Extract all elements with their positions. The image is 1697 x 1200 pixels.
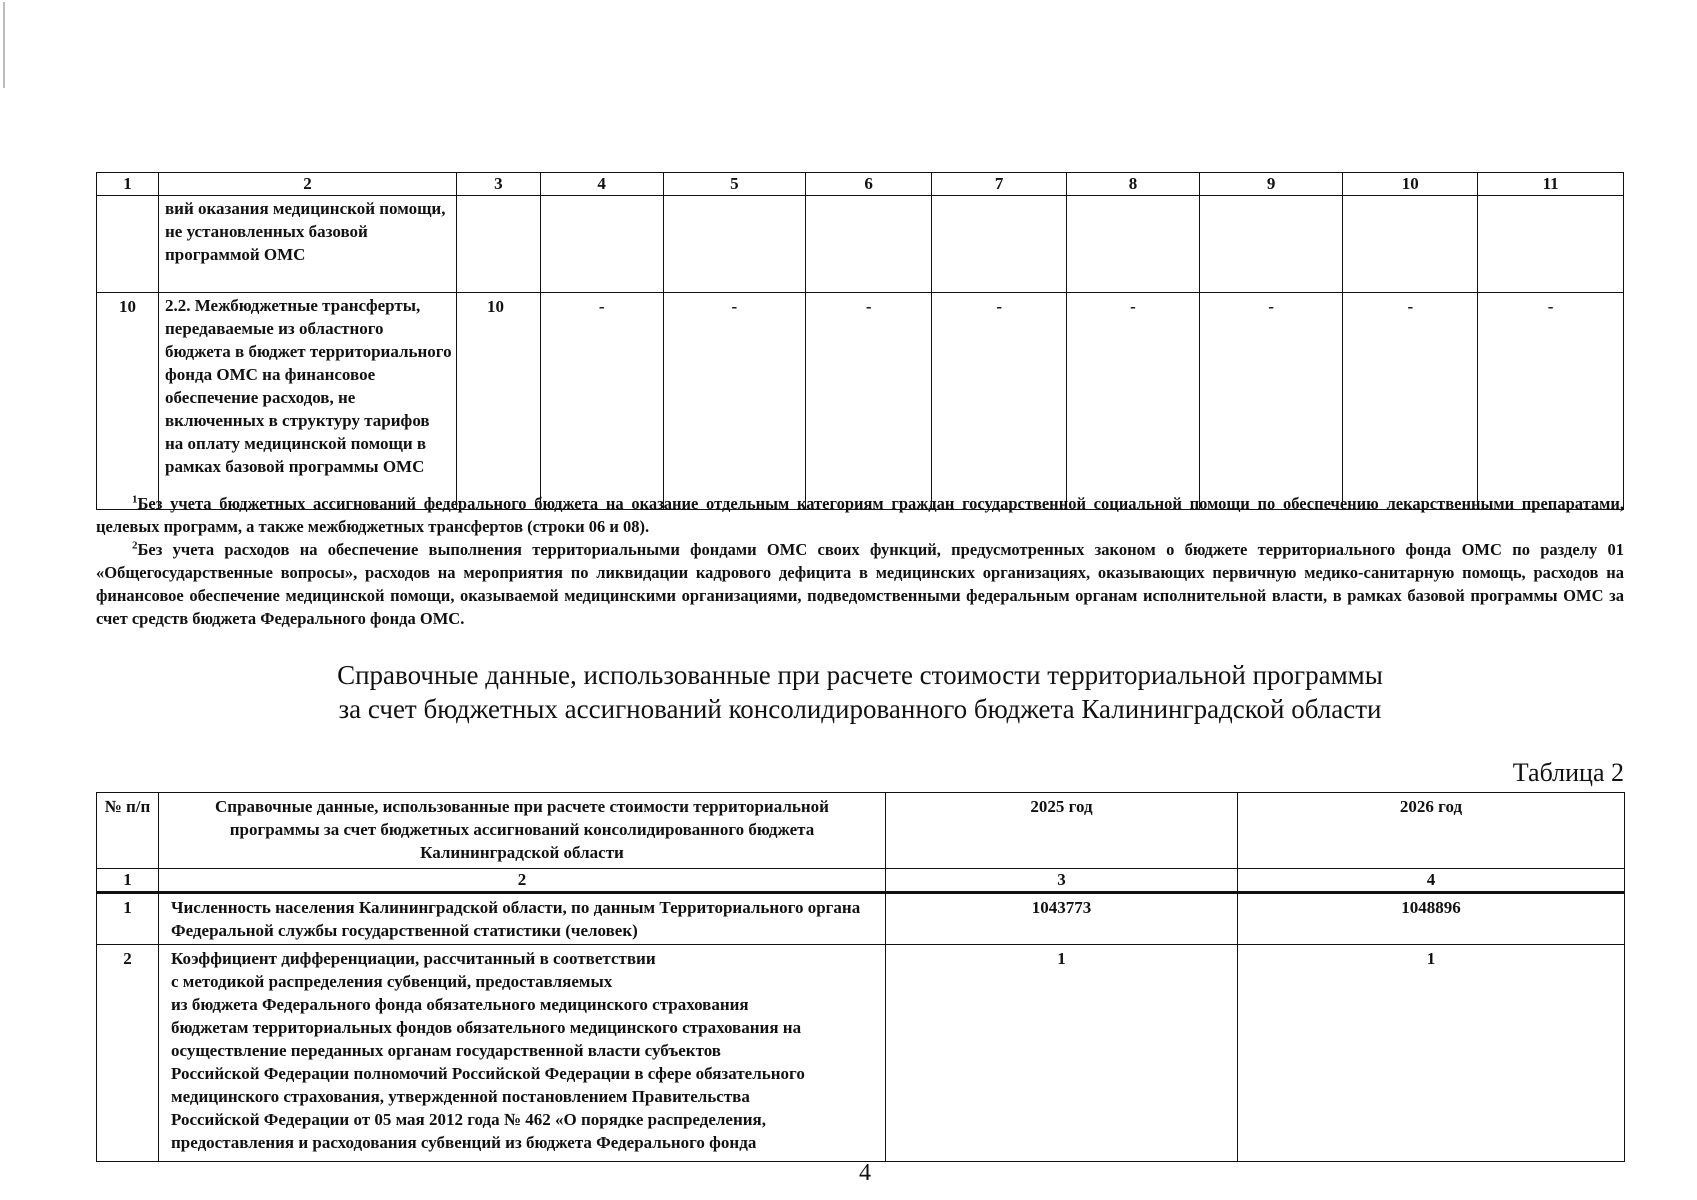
header-year-2026: 2026 год bbox=[1238, 793, 1625, 869]
table-cell bbox=[1478, 196, 1624, 293]
page-number: 4 bbox=[859, 1160, 871, 1186]
text-line: из бюджета Федерального фонда обязательного медицинского страхования bbox=[171, 995, 749, 1014]
table-cell bbox=[806, 196, 932, 293]
value-2025: 1043773 bbox=[886, 893, 1238, 945]
table-cell bbox=[540, 196, 663, 293]
heading-line: за счет бюджетных ассигнований консолидированного бюджета Калининградской области bbox=[338, 694, 1382, 724]
text-line: Российской Федерации от 05 мая 2012 года № 462 «О порядке распределения, bbox=[171, 1110, 767, 1129]
col-index: 2 bbox=[158, 173, 456, 196]
table-cell: - bbox=[663, 293, 805, 510]
footnote-text: Без учета бюджетных ассигнований федерального бюджета на оказание отдельным категориям граждан государственной социальной помощи по обеспечению лекарственными препаратами, целевых программ, а также межбюджетных трансфертов (строки 06 и 08). bbox=[96, 494, 1624, 536]
footnote-text: Без учета расходов на обеспечение выполнения территориальными фондами ОМС своих функций, предусмотренных законом о бюджете территориального фонда ОМС по разделу 01 «Общегосударственные вопросы», расходов на мероприятия по ликвидации кадрового дефицита в медицинских организациях, оказывающих первичную медико-санитарную помощь, расходов на финансовое обеспечение медицинской помощи, оказываемой медицинскими организациями, подведомственными федеральным органам исполнительной власти, в рамках базовой программы ОМС за счет средств бюджета Федерального фонда ОМС. bbox=[96, 540, 1624, 628]
table-cell: - bbox=[932, 293, 1067, 510]
row-code bbox=[456, 196, 540, 293]
col-index: 10 bbox=[1343, 173, 1478, 196]
row-description: вий оказания медицинской помощи, не установленных базовой программой ОМС bbox=[158, 196, 456, 293]
table-cell bbox=[1067, 196, 1200, 293]
col-index: 3 bbox=[886, 869, 1238, 893]
text-line: медицинского страхования, утвержденной постановлением Правительства bbox=[171, 1087, 750, 1106]
text-line: предоставления и расходования субвенций из бюджета Федерального фонда bbox=[171, 1133, 757, 1152]
row-description bbox=[159, 945, 886, 1162]
table-caption: Таблица 2 bbox=[1512, 758, 1624, 787]
text-line: Российской Федерации полномочий Российской Федерации в сфере обязательного bbox=[171, 1064, 805, 1083]
col-index: 1 bbox=[97, 869, 159, 893]
header-title: Справочные данные, использованные при расчете стоимости территориальной программы за счет бюджетных ассигнований консолидированного бюджета Калининградской области bbox=[159, 793, 886, 869]
table-cell: - bbox=[1067, 293, 1200, 510]
scan-edge-mark bbox=[3, 2, 5, 88]
table-header-row bbox=[97, 793, 1625, 869]
text-line: с методикой распределения субвенций, предоставляемых bbox=[171, 972, 613, 991]
table-row bbox=[97, 196, 1624, 293]
footnote bbox=[96, 492, 1624, 538]
col-index: 3 bbox=[456, 173, 540, 196]
value-2026: 1048896 bbox=[1238, 893, 1625, 945]
column-index-row bbox=[97, 869, 1625, 893]
footnote-mark: 2 bbox=[132, 539, 138, 552]
table-cell: - bbox=[1343, 293, 1478, 510]
table-cell bbox=[932, 196, 1067, 293]
section-heading bbox=[96, 658, 1624, 726]
col-index: 5 bbox=[663, 173, 805, 196]
text-line: Коэффициент дифференциации, рассчитанный в соответствии bbox=[171, 949, 656, 968]
table-cell: - bbox=[806, 293, 932, 510]
table-cell: - bbox=[540, 293, 663, 510]
column-index-row bbox=[97, 173, 1624, 196]
col-index: 4 bbox=[540, 173, 663, 196]
row-number: 10 bbox=[97, 293, 159, 510]
col-index: 7 bbox=[932, 173, 1067, 196]
reference-data-table bbox=[96, 792, 1625, 1162]
col-index: 6 bbox=[806, 173, 932, 196]
header-year-2025: 2025 год bbox=[886, 793, 1238, 869]
row-number: 2 bbox=[97, 945, 159, 1162]
expenses-table-continuation bbox=[96, 172, 1624, 510]
col-index: 4 bbox=[1238, 869, 1625, 893]
table-row bbox=[97, 293, 1624, 510]
table-cell bbox=[1343, 196, 1478, 293]
footnotes bbox=[96, 492, 1624, 630]
table-cell bbox=[663, 196, 805, 293]
col-index: 2 bbox=[159, 869, 886, 893]
row-number: 1 bbox=[97, 893, 159, 945]
header-number: № п/п bbox=[97, 793, 159, 869]
col-index: 1 bbox=[97, 173, 159, 196]
heading-line: Справочные данные, использованные при расчете стоимости территориальной программы bbox=[337, 660, 1383, 690]
table-row bbox=[97, 945, 1625, 1162]
table-cell: - bbox=[1199, 293, 1343, 510]
table-row bbox=[97, 893, 1625, 945]
row-description: Численность населения Калининградской области, по данным Территориального органа Федеральной службы государственной статистики (человек) bbox=[159, 893, 886, 945]
value-2026: 1 bbox=[1238, 945, 1625, 1162]
text-line: бюджетам территориальных фондов обязательного медицинского страхования на bbox=[171, 1018, 802, 1037]
text-line: осуществление переданных органам государственной власти субъектов bbox=[171, 1041, 721, 1060]
row-description: 2.2. Межбюджетные трансферты, передаваемые из областного бюджета в бюджет территориального фонда ОМС на финансовое обеспечение расходов, не включенных в структуру тарифов на оплату медицинской помощи в рамках базовой программы ОМС bbox=[158, 293, 456, 510]
col-index: 9 bbox=[1199, 173, 1343, 196]
row-number bbox=[97, 196, 159, 293]
row-code: 10 bbox=[456, 293, 540, 510]
col-index: 11 bbox=[1478, 173, 1624, 196]
table-cell bbox=[1199, 196, 1343, 293]
footnote-mark: 1 bbox=[132, 493, 138, 506]
table-cell: - bbox=[1478, 293, 1624, 510]
footnote bbox=[96, 538, 1624, 630]
value-2025: 1 bbox=[886, 945, 1238, 1162]
col-index: 8 bbox=[1067, 173, 1200, 196]
